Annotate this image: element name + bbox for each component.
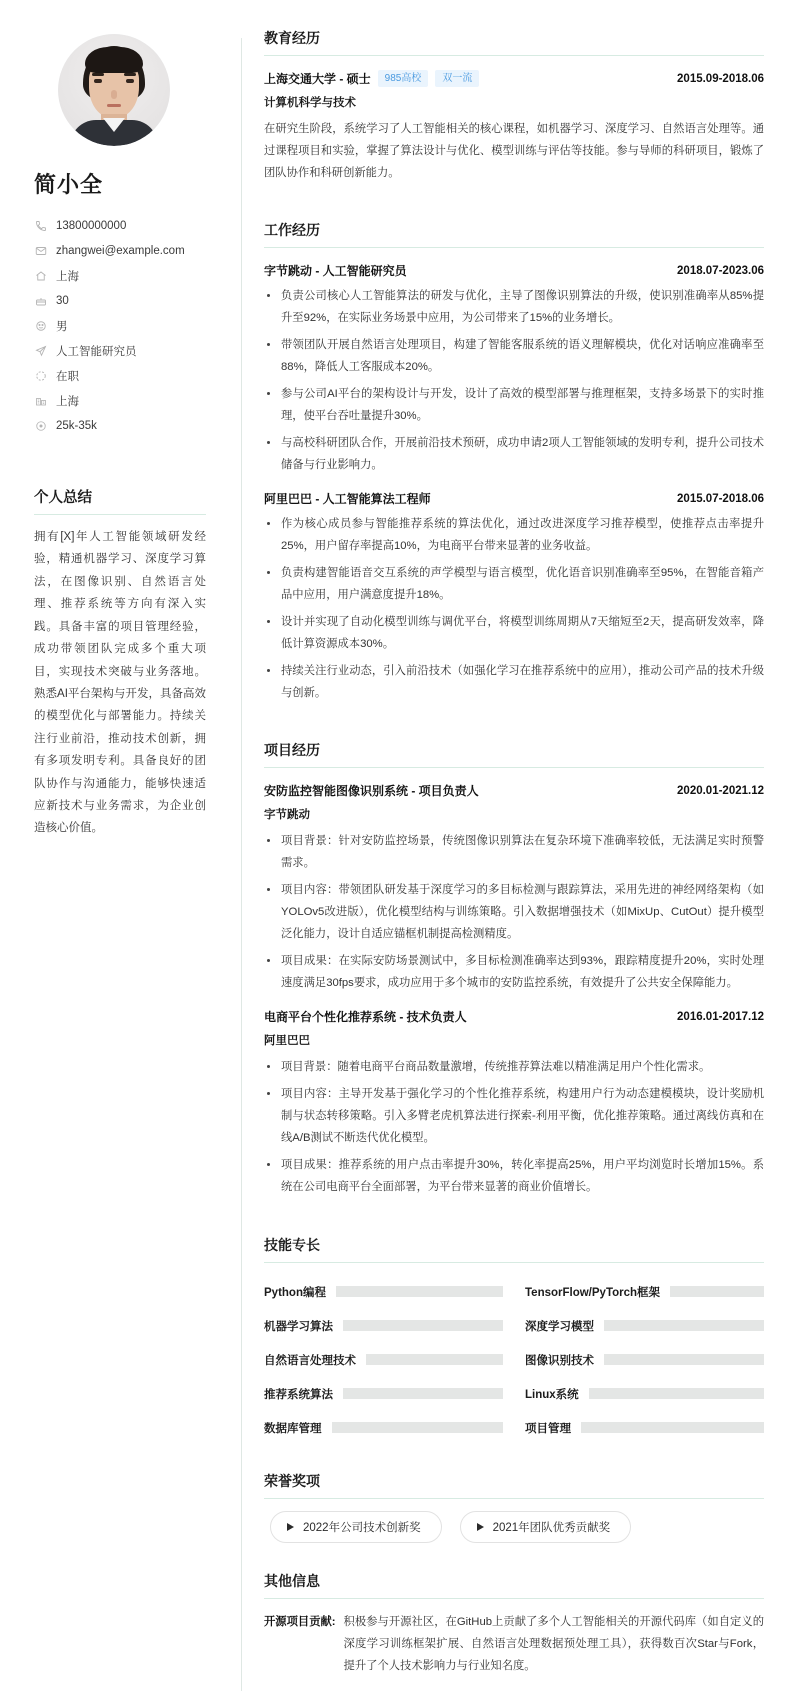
skill-bar-track xyxy=(343,1388,503,1399)
contact-item-email xyxy=(34,238,224,263)
skill-item xyxy=(525,1411,764,1445)
project-company: 阿里巴巴 xyxy=(264,1035,310,1048)
list-item: 项目成果：推荐系统的用户点击率提升30%，转化率提高25%，用户平均浏览时长增加15%。系统在公司电商平台全面部署，为平台带来显著的商业价值增长。 xyxy=(264,1154,764,1198)
contact-value: 30 xyxy=(56,294,69,307)
work-bullets xyxy=(264,513,764,704)
skill-bar-track xyxy=(604,1320,764,1331)
contact-value: 13800000000 xyxy=(56,219,127,232)
summary-text: 拥有[X]年人工智能领域研发经验，精通机器学习、深度学习算法，在图像识别、自然语言处理、推荐系统等方向有深入实践。具备丰富的项目管理经验，成功带领团队完成多个重大项目，实现技术突破与业务落地。熟悉AI平台架构与开发，具备高效的模型优化与部署能力。持续关注行业前沿，推动技术创新，拥有多项发明专利。具备良好的团队协作与沟通能力，能够快速适应新技术与业务需求，为企业创造核心价值。 xyxy=(34,531,206,835)
project-entry xyxy=(264,782,764,994)
avatar xyxy=(58,34,170,146)
portrait-mouth xyxy=(107,104,121,107)
portrait-eye-right xyxy=(126,79,134,83)
other-info-section xyxy=(264,1571,764,1677)
skill-item xyxy=(525,1343,764,1377)
skill-bar-track xyxy=(336,1286,503,1297)
spacer xyxy=(264,1549,764,1571)
skill-item xyxy=(525,1377,764,1411)
skills-grid xyxy=(264,1275,764,1445)
home-icon xyxy=(34,269,47,282)
skill-bar-track xyxy=(343,1320,503,1331)
awards-heading: 荣誉奖项 xyxy=(264,1471,764,1499)
education-entry-head xyxy=(264,70,764,87)
award-label: 2022年公司技术创新奖 xyxy=(303,1521,421,1534)
contact-value: 男 xyxy=(56,320,68,333)
project-entry-head xyxy=(264,1008,764,1025)
portrait-brow-left xyxy=(92,73,104,76)
work-position: 阿里巴巴 - 人工智能算法工程师 xyxy=(264,492,431,507)
email-icon xyxy=(34,244,47,257)
skill-label: 项目管理 xyxy=(525,1422,571,1435)
project-entry xyxy=(264,1008,764,1198)
contact-item-age xyxy=(34,288,224,313)
skill-item xyxy=(264,1377,503,1411)
projects-section xyxy=(264,740,764,1198)
play-triangle-icon xyxy=(477,1523,484,1531)
main-content xyxy=(242,28,764,1681)
skill-bar-track xyxy=(604,1354,764,1365)
list-item: 带领团队开展自然语言处理项目，构建了智能客服系统的语义理解模块，优化对话响应准确率至88%，降低人工客服成本20%。 xyxy=(264,334,764,378)
work-date: 2018.07-2023.06 xyxy=(677,264,764,277)
skill-label: 推荐系统算法 xyxy=(264,1388,333,1401)
spacer xyxy=(264,198,764,220)
skill-bar-track xyxy=(366,1354,503,1365)
skill-label: 图像识别技术 xyxy=(525,1354,594,1367)
education-date: 2015.09-2018.06 xyxy=(677,72,764,85)
work-entry xyxy=(264,262,764,476)
skill-item xyxy=(264,1275,503,1309)
spacer xyxy=(264,1213,764,1235)
work-position: 字节跳动 - 人工智能研究员 xyxy=(264,264,407,279)
spacer xyxy=(264,1449,764,1471)
work-heading: 工作经历 xyxy=(264,220,764,248)
skill-bar-track xyxy=(581,1422,764,1433)
list-item: 项目背景：针对安防监控场景，传统图像识别算法在复杂环境下准确率较低，无法满足实时预警需求。 xyxy=(264,830,764,874)
education-heading: 教育经历 xyxy=(264,28,764,56)
list-item: 与高校科研团队合作，开展前沿技术预研，成功申请2项人工智能领域的发明专利，提升公司技术储备与行业影响力。 xyxy=(264,432,764,476)
project-date: 2020.01-2021.12 xyxy=(677,784,764,797)
portrait-nose xyxy=(111,90,117,99)
portrait-fringe xyxy=(85,47,143,73)
school-tag-985: 985高校 xyxy=(378,70,429,87)
contact-item-salary xyxy=(34,413,224,438)
project-entry-head xyxy=(264,782,764,799)
education-school xyxy=(264,70,479,87)
work-bullets xyxy=(264,285,764,476)
other-info-heading: 其他信息 xyxy=(264,1571,764,1599)
list-item: 负责公司核心人工智能算法的研发与优化，主导了图像识别算法的升级，使识别准确率从85%提升至92%，在实际业务场景中应用，为公司带来了15%的业务增长。 xyxy=(264,285,764,329)
contact-value: 上海 xyxy=(56,395,79,408)
skill-label: Python编程 xyxy=(264,1286,326,1299)
spacer xyxy=(264,718,764,740)
skills-heading: 技能专长 xyxy=(264,1235,764,1263)
skill-bar-track xyxy=(332,1422,504,1433)
sidebar xyxy=(30,28,242,1681)
avatar-photo xyxy=(58,34,170,146)
list-item: 项目成果：在实际安防场景测试中，多目标检测准确率达到93%，跟踪精度提升20%，实时处理速度满足30fps要求，成功应用于多个城市的安防监控系统，有效提升了公共安全保障能力。 xyxy=(264,950,764,994)
education-section xyxy=(264,28,764,184)
other-info-text: 积极参与开源社区，在GitHub上贡献了多个人工智能相关的开源代码库（如自定义的深度学习训练框架扩展、自然语言处理数据预处理工具），获得数百次Star与Fork，提升了个人技术影响力与行业知名度。 xyxy=(343,1615,764,1672)
skill-item xyxy=(525,1275,764,1309)
skill-label: 深度学习模型 xyxy=(525,1320,594,1333)
skill-label: TensorFlow/PyTorch框架 xyxy=(525,1286,661,1299)
summary-section xyxy=(34,486,224,840)
contact-item-home xyxy=(34,263,224,288)
job-icon xyxy=(34,344,47,357)
list-item: 作为核心成员参与智能推荐系统的算法优化，通过改进深度学习推荐模型，使推荐点击率提升25%，用户留存率提高10%，为电商平台带来显著的业务收益。 xyxy=(264,513,764,557)
project-date: 2016.01-2017.12 xyxy=(677,1010,764,1023)
birthday-icon xyxy=(34,294,47,307)
contact-value: zhangwei@example.com xyxy=(56,244,185,257)
contact-value: 在职 xyxy=(56,370,79,383)
project-bullets xyxy=(264,1056,764,1198)
list-item: 持续关注行业动态，引入前沿技术（如强化学习在推荐系统中的应用），推动公司产品的技术升级与创新。 xyxy=(264,660,764,704)
work-section xyxy=(264,220,764,704)
contact-item-status xyxy=(34,363,224,388)
school-tag-double-first: 双一流 xyxy=(435,70,479,87)
education-major: 计算机科学与技术 xyxy=(264,97,356,109)
gender-icon xyxy=(34,319,47,332)
skill-item xyxy=(264,1343,503,1377)
project-company: 字节跳动 xyxy=(264,809,310,822)
list-item: 项目内容：带领团队研发基于深度学习的多目标检测与跟踪算法，采用先进的神经网络架构（如YOLOv5改进版），优化模型结构与训练策略。引入数据增强技术（如MixUp、CutOut）提升模型泛化能力，设计自适应锚框机制提高检测精度。 xyxy=(264,879,764,945)
contact-value: 上海 xyxy=(56,270,79,283)
list-item: 项目内容：主导开发基于强化学习的个性化推荐系统，构建用户行为动态建模模块，设计奖励机制与状态转移策略。引入多臂老虎机算法进行探索-利用平衡，优化推荐策略。通过离线仿真和在线A/B测试不断迭代优化模型。 xyxy=(264,1083,764,1149)
work-entry-head xyxy=(264,490,764,507)
contact-value: 人工智能研究员 xyxy=(56,345,137,358)
status-icon xyxy=(34,369,47,382)
project-name: 安防监控智能图像识别系统 - 项目负责人 xyxy=(264,784,479,799)
contact-item-gender xyxy=(34,313,224,338)
projects-heading: 项目经历 xyxy=(264,740,764,768)
skills-section xyxy=(264,1235,764,1445)
education-entry xyxy=(264,70,764,184)
play-triangle-icon xyxy=(287,1523,294,1531)
work-entry xyxy=(264,490,764,704)
award-chip[interactable] xyxy=(270,1511,442,1543)
portrait-brow-right xyxy=(124,73,136,76)
project-name: 电商平台个性化推荐系统 - 技术负责人 xyxy=(264,1010,467,1025)
skill-bar-track xyxy=(670,1286,764,1297)
contact-list xyxy=(34,213,224,438)
contact-item-position xyxy=(34,338,224,363)
work-entry-head xyxy=(264,262,764,279)
project-bullets xyxy=(264,830,764,994)
phone-icon xyxy=(34,219,47,232)
award-chip[interactable] xyxy=(460,1511,632,1543)
contact-value: 25k-35k xyxy=(56,419,97,432)
skill-item xyxy=(525,1309,764,1343)
portrait-eye-left xyxy=(94,79,102,83)
skill-label: Linux系统 xyxy=(525,1388,579,1401)
summary-title: 个人总结 xyxy=(34,486,206,515)
other-info-label: 开源项目贡献: xyxy=(264,1615,336,1628)
salary-icon xyxy=(34,419,47,432)
skill-label: 数据库管理 xyxy=(264,1422,322,1435)
list-item: 设计并实现了自动化模型训练与调优平台，将模型训练周期从7天缩短至2天，提高研发效率，降低计算资源成本30%。 xyxy=(264,611,764,655)
contact-item-city xyxy=(34,388,224,413)
list-item: 负责构建智能语音交互系统的声学模型与语言模型，优化语音识别准确率至95%，在智能音箱产品中应用，用户满意度提升18%。 xyxy=(264,562,764,606)
city-icon xyxy=(34,394,47,407)
skill-item xyxy=(264,1411,503,1445)
list-item: 项目背景：随着电商平台商品数量激增，传统推荐算法难以精准满足用户个性化需求。 xyxy=(264,1056,764,1078)
school-name: 上海交通大学 - 硕士 xyxy=(264,72,371,86)
contact-item-phone xyxy=(34,213,224,238)
other-info-row xyxy=(264,1611,764,1677)
skill-label: 机器学习算法 xyxy=(264,1320,333,1333)
skill-item xyxy=(264,1309,503,1343)
list-item: 参与公司AI平台的架构设计与开发，设计了高效的模型部署与推理框架，支持多场景下的实时推理，使平台吞吐量提升30%。 xyxy=(264,383,764,427)
skill-bar-track xyxy=(589,1388,764,1399)
skill-label: 自然语言处理技术 xyxy=(264,1354,356,1367)
education-description: 在研究生阶段，系统学习了人工智能相关的核心课程，如机器学习、深度学习、自然语言处理等。通过课程项目和实验，掌握了算法设计与优化、模型训练与评估等技能。参与导师的科研项目，锻炼了团队协作和科研创新能力。 xyxy=(264,123,764,180)
work-date: 2015.07-2018.06 xyxy=(677,492,764,505)
award-label: 2021年团队优秀贡献奖 xyxy=(492,1521,611,1534)
awards-section xyxy=(264,1471,764,1543)
awards-list xyxy=(270,1511,764,1543)
candidate-name: 简小全 xyxy=(34,172,104,197)
